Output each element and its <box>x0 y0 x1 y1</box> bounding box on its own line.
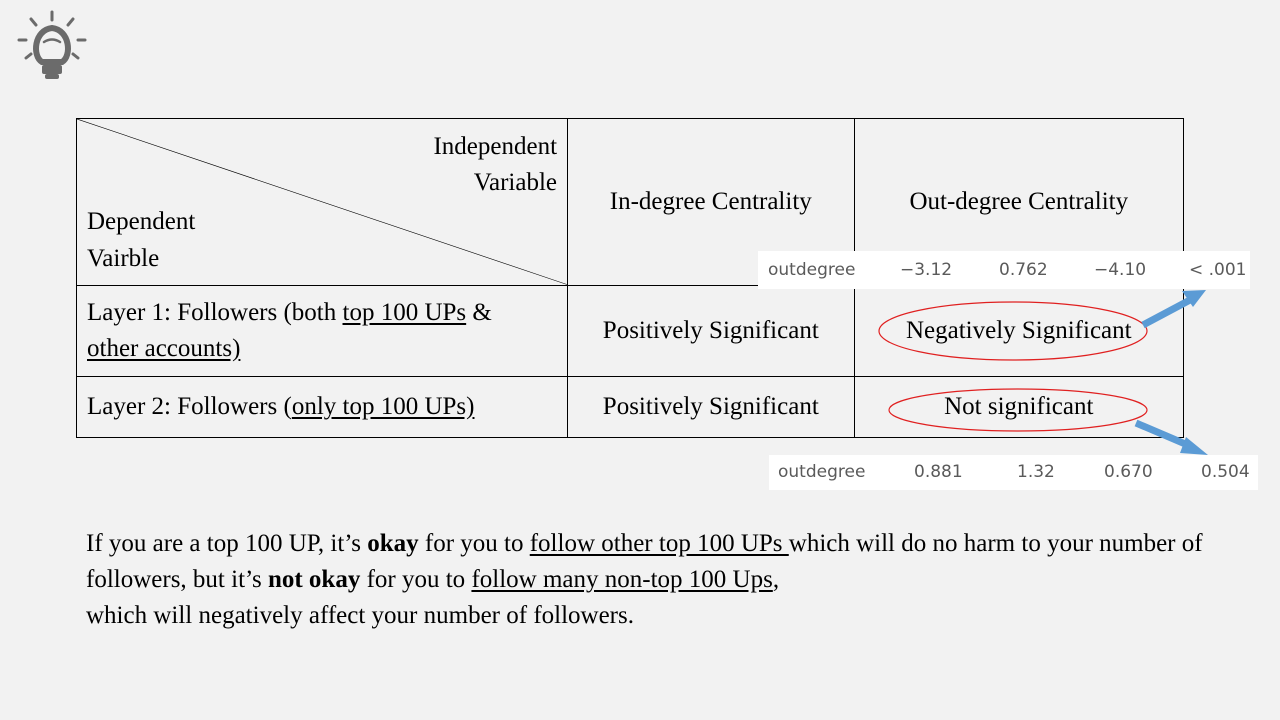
layer-1-out-degree-result: Negatively Significant <box>854 285 1183 376</box>
diagonal-header-cell <box>77 119 568 286</box>
regression-var-label: outdegree <box>768 260 856 280</box>
table-row <box>77 285 1184 376</box>
row-label-layer-1: Layer 1: Followers (both top 100 UPs & other accounts) <box>77 285 568 376</box>
layer-2-out-degree-result: Not significant <box>854 376 1183 437</box>
table-row <box>77 376 1184 437</box>
regression-output-bottom <box>769 455 1258 490</box>
regression-t-value: 0.670 <box>1104 462 1153 482</box>
regression-std-error: 1.32 <box>1017 462 1055 482</box>
regression-p-value: 0.504 <box>1201 462 1250 482</box>
regression-output-top <box>758 251 1250 289</box>
conclusion-paragraph: If you are a top 100 UP, it’s okay for you to follow other top 100 UPs which will do no harm to your number of followers, but it’s not okay for you to follow many non-top 100 Ups, which will negatively affect your number of followers. <box>86 530 1203 629</box>
dependent-variable-label: Dependent Vairble <box>87 208 196 272</box>
regression-estimate: −3.12 <box>900 260 953 280</box>
regression-var-label: outdegree <box>778 462 866 482</box>
row-label-layer-2: Layer 2: Followers (only top 100 UPs) <box>77 376 568 437</box>
col-header-out-degree: Out-degree Centrality <box>854 119 1183 286</box>
regression-p-value: < .001 <box>1189 260 1247 280</box>
regression-t-value: −4.10 <box>1094 260 1147 280</box>
regression-std-error: 0.762 <box>999 260 1048 280</box>
layer-1-in-degree-result: Positively Significant <box>568 285 855 376</box>
layer-2-in-degree-result: Positively Significant <box>568 376 855 437</box>
col-header-in-degree: In-degree Centrality <box>568 119 855 286</box>
lightbulb-icon <box>14 10 90 84</box>
regression-estimate: 0.881 <box>914 462 963 482</box>
independent-variable-label: Independent Variable <box>433 133 558 196</box>
